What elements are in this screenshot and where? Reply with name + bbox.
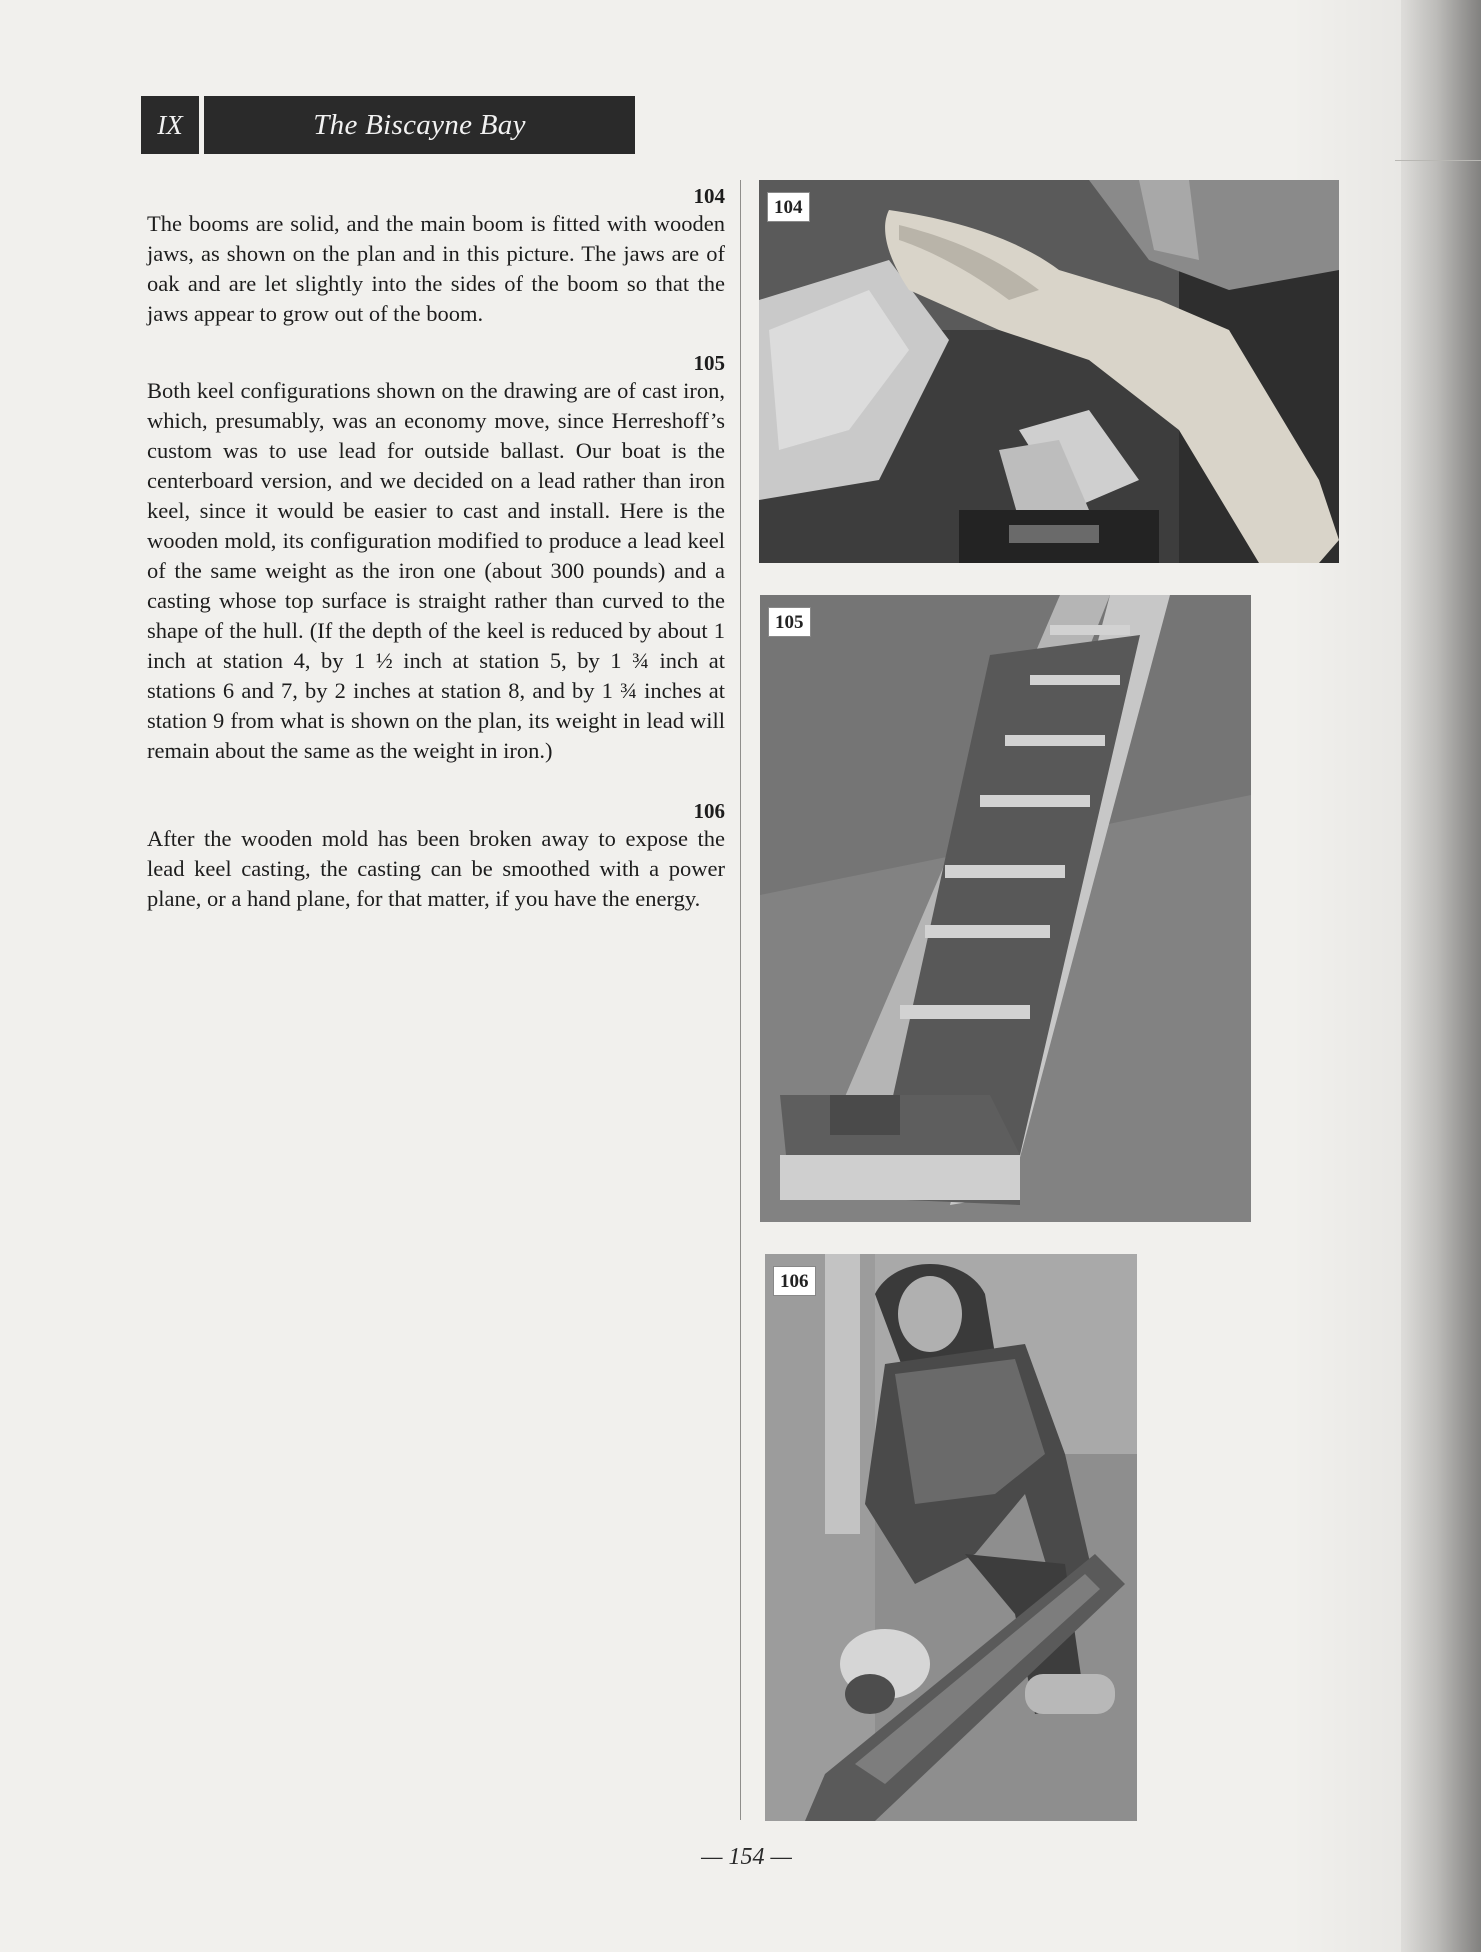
photo-label: 106 bbox=[773, 1266, 816, 1296]
photo-label: 105 bbox=[768, 607, 811, 637]
photo-106 bbox=[765, 1254, 1137, 1821]
section-number: 104 bbox=[693, 184, 725, 208]
keel-mold-photo bbox=[760, 595, 1251, 1222]
running-header bbox=[141, 96, 635, 154]
page-number: — 154 — bbox=[701, 1844, 792, 1870]
chapter-title: The Biscayne Bay bbox=[313, 108, 526, 141]
section-number: 106 bbox=[693, 799, 725, 823]
photo-label: 104 bbox=[767, 192, 810, 222]
photo-105 bbox=[760, 595, 1251, 1222]
section-text: The booms are solid, and the main boom is fitted with wooden jaws, as shown on the plan and in this picture. The jaws are of oak and are let slightly into the sides of the boom so that the jaws appear to grow out of the boom. bbox=[147, 211, 725, 326]
section-number: 105 bbox=[693, 351, 725, 375]
planing-keel-photo bbox=[765, 1254, 1137, 1821]
photo-104 bbox=[759, 180, 1339, 563]
chapter-number: IX bbox=[141, 96, 204, 154]
section-text: After the wooden mold has been broken away to expose the lead keel casting, the casting can be smoothed with a power plane, or a hand plane, for that matter, if you have the energy. bbox=[147, 826, 725, 911]
boom-jaw-photo bbox=[759, 180, 1339, 563]
edge-rule bbox=[1395, 160, 1481, 161]
section-text: Both keel configurations shown on the drawing are of cast iron, which, presumably, was an economy move, since Herreshoff’s custom was to use lead for outside ballast. Our boat is the centerboard version, and we decided on a lead rather than iron keel, since it would be easier to cast and install. Here is the wooden mold, its configuration modified to produce a lead keel of the same weight as the iron one (about 300 pounds) and a casting whose top surface is straight rather than curved to the shape of the hull. (If the depth of the keel is reduced by about 1 inch at station 4, by 1 ½ inch at station 5, by 1 ¾ inch at stations 6 and 7, by 2 inches at station 8, and by 1 ¾ inches at station 9 from what is shown on the plan, its weight in lead will remain about the same as the weight in iron.) bbox=[147, 378, 725, 763]
section-106 bbox=[147, 798, 725, 914]
section-104 bbox=[147, 183, 725, 329]
section-105 bbox=[147, 350, 725, 766]
text-column bbox=[147, 183, 725, 914]
column-divider bbox=[740, 180, 741, 1820]
